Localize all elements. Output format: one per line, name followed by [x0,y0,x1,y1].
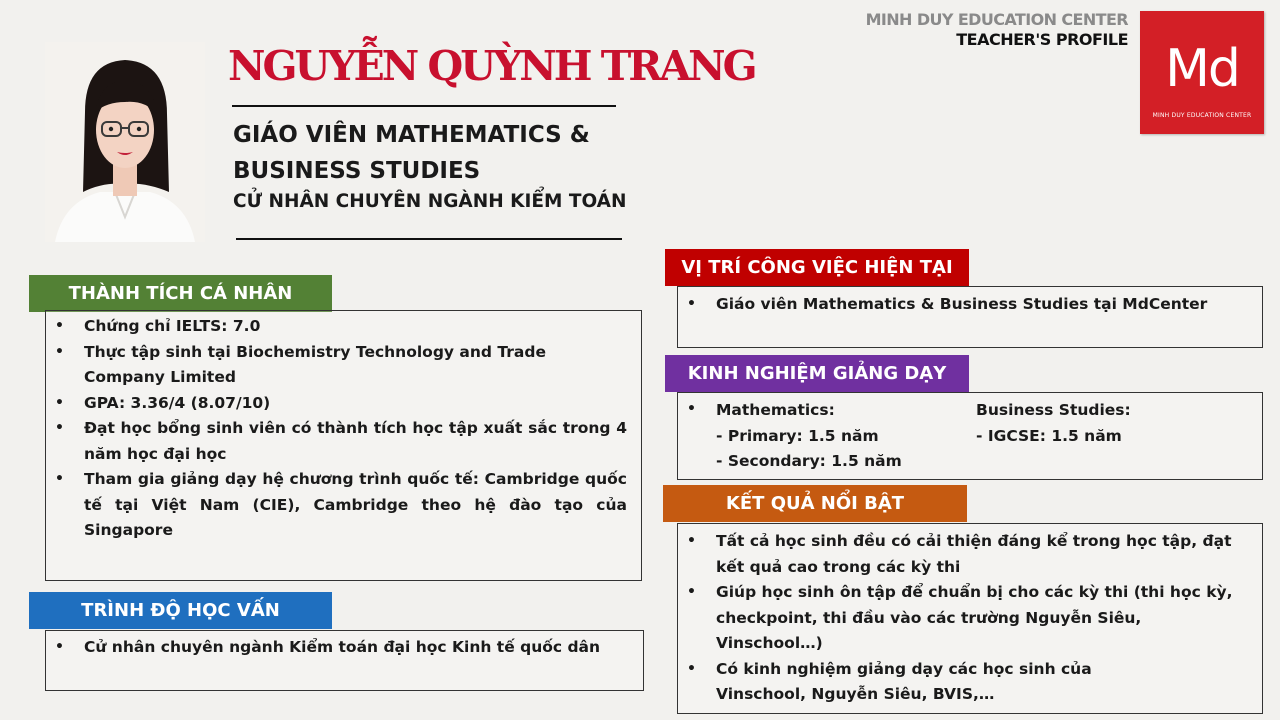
position-box [677,286,1263,348]
logo-text: Md [1165,39,1239,99]
degree-title: CỬ NHÂN CHUYÊN NGÀNH KIỂM TOÁN [233,191,627,212]
list-item: • Đạt học bổng sinh viên có thành tích học tập xuất sắc trong 4 năm học đại học [46,416,627,467]
portrait-image [45,42,205,242]
achievements-list [46,314,641,544]
position-heading: VỊ TRÍ CÔNG VIỆC HIỆN TẠI [665,249,969,286]
experience-business [976,398,1131,449]
education-box [45,630,644,691]
profile-label: TEACHER'S PROFILE [956,30,1128,49]
list-item: • Tất cả học sinh đều có cải thiện đáng kể trong học tập, đạt kết quả cao trong các kỳ thi [678,529,1240,580]
list-item: • Cử nhân chuyên ngành Kiểm toán đại học Kinh tế quốc dân [46,635,643,661]
job-title [233,117,653,189]
math-label: Mathematics: [716,401,835,419]
teacher-photo [45,42,205,242]
list-item: • Giáo viên Mathematics & Business Studies tại MdCenter [678,292,1262,318]
teacher-name: NGUYỄN QUỲNH TRANG [228,42,755,90]
education-list [46,635,643,661]
list-item: • Giúp học sinh ôn tập để chuẩn bị cho các kỳ thi (thi học kỳ, checkpoint, thi đầu vào các trường Nguyễn Siêu, Vinschool…) [678,580,1240,657]
logo-caption: MINH DUY EDUCATION CENTER [1152,112,1252,119]
list-item: • Tham gia giảng dạy hệ chương trình quốc tế: Cambridge quốc tế tại Việt Nam (CIE), Cambridge theo hệ đào tạo của Singapore [46,467,627,544]
bs-label: Business Studies: [976,401,1131,419]
list-item: • Chứng chỉ IELTS: 7.0 [46,314,627,340]
bullet-icon: • [687,401,696,417]
brand-logo [1140,11,1264,134]
job-title-line2: BUSINESS STUDIES [233,158,481,184]
math-primary: - Primary: 1.5 năm [716,426,879,445]
math-secondary: - Secondary: 1.5 năm [716,452,902,470]
position-list [678,292,1262,318]
experience-math [716,398,902,475]
bs-igcse: - IGCSE: 1.5 năm [976,426,1122,445]
education-heading: TRÌNH ĐỘ HỌC VẤN [29,592,332,629]
center-name: MINH DUY EDUCATION CENTER [865,10,1128,29]
achievements-box [45,310,642,581]
job-title-line1: GIÁO VIÊN MATHEMATICS & [233,122,590,148]
achievements-heading: THÀNH TÍCH CÁ NHÂN [29,275,332,312]
list-item: • Có kinh nghiệm giảng dạy các học sinh của Vinschool, Nguyễn Siêu, BVIS,… [678,657,1240,708]
experience-heading: KINH NGHIỆM GIẢNG DẠY [665,355,969,392]
results-list [678,529,1262,708]
title-divider [236,238,622,240]
results-box [677,523,1263,714]
results-heading: KẾT QUẢ NỔI BẬT [663,485,967,522]
list-item: • Thực tập sinh tại Biochemistry Technology and Trade Company Limited [46,340,627,391]
name-divider [232,105,616,107]
experience-box [677,392,1263,480]
list-item: • GPA: 3.36/4 (8.07/10) [46,391,627,417]
